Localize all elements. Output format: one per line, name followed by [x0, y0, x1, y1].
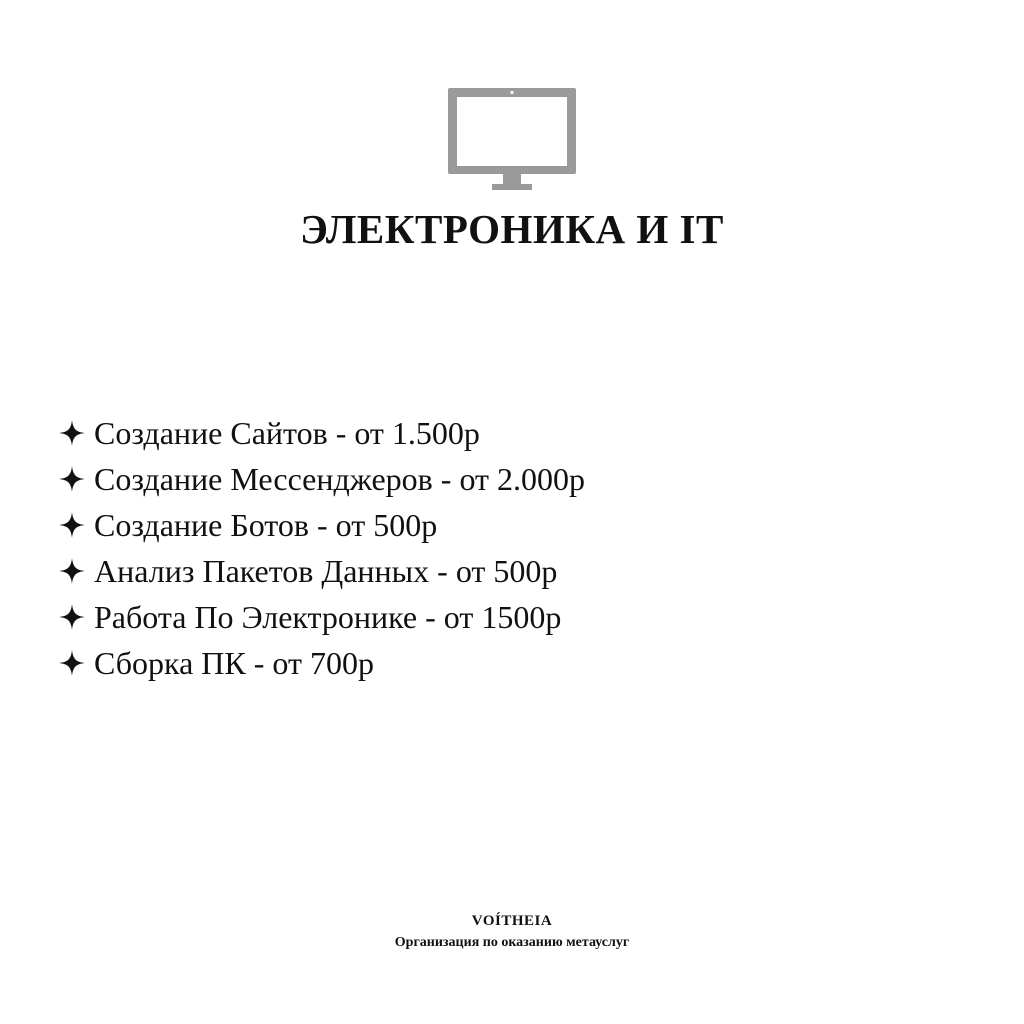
service-name: Создание Ботов — [94, 507, 309, 543]
four-point-star-icon — [58, 465, 86, 493]
page-title: ЭЛЕКТРОНИКА И IT — [300, 206, 724, 252]
four-point-star-icon — [58, 603, 86, 631]
service-separator: - — [327, 415, 355, 451]
service-price: от 1500р — [443, 599, 562, 635]
service-price: от 500р — [455, 553, 558, 589]
service-separator: - — [432, 461, 460, 497]
service-price: от 700р — [272, 645, 374, 681]
service-name: Анализ Пакетов Данных — [94, 553, 430, 589]
service-item — [58, 640, 585, 686]
services-list — [58, 410, 585, 686]
footer — [0, 910, 1024, 954]
service-item — [58, 502, 585, 548]
four-point-star-icon — [58, 419, 86, 447]
service-separator: - — [245, 645, 273, 681]
service-separator: - — [308, 507, 336, 543]
service-name: Работа По Электронике — [94, 599, 418, 635]
service-item — [58, 594, 585, 640]
four-point-star-icon — [58, 557, 86, 585]
footer-tagline: Организация по оказанию метауслуг — [394, 935, 630, 950]
monitor-icon — [446, 86, 578, 192]
service-name: Сборка ПК — [94, 645, 246, 681]
service-price: от 1.500р — [354, 415, 480, 451]
service-price: от 500р — [335, 507, 438, 543]
service-separator: - — [417, 599, 444, 635]
service-name: Создание Мессенджеров — [94, 461, 433, 497]
four-point-star-icon — [58, 511, 86, 539]
service-item — [58, 548, 585, 594]
service-separator: - — [429, 553, 456, 589]
footer-brand: VOÍTHEIA — [471, 913, 553, 929]
service-price: от 2.000р — [459, 461, 585, 497]
four-point-star-icon — [58, 649, 86, 677]
service-item — [58, 410, 585, 456]
service-item — [58, 456, 585, 502]
service-name: Создание Сайтов — [94, 415, 328, 451]
